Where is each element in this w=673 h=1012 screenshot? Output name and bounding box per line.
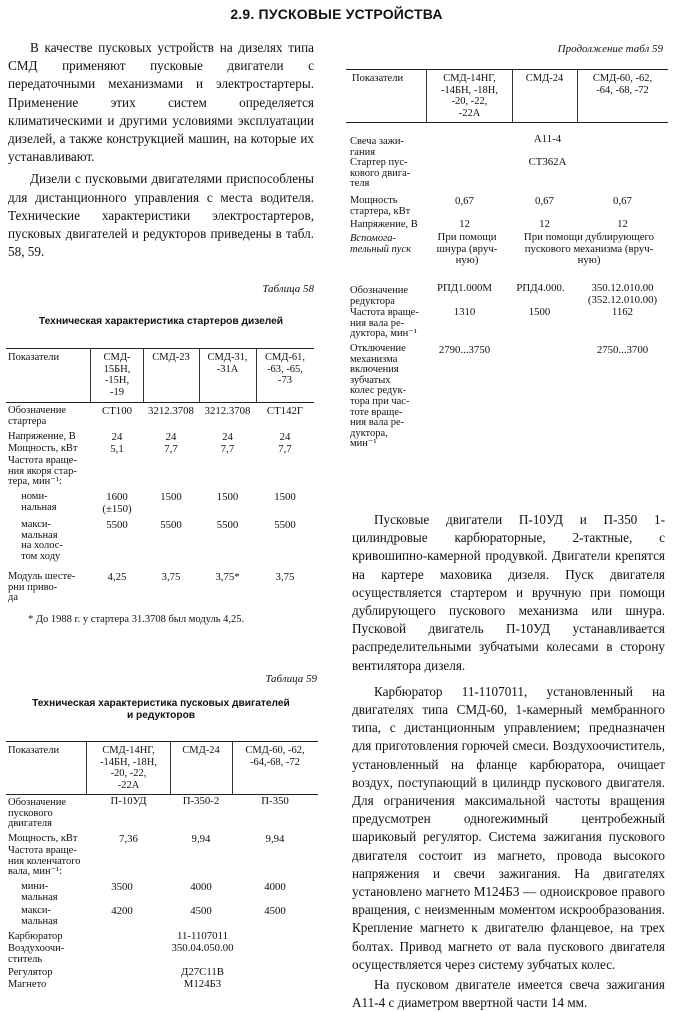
table58-cell: 5,1 xyxy=(110,443,124,455)
table58-cell: 7,7 xyxy=(278,443,292,455)
table59-cont-cell: 0,67 xyxy=(535,195,554,207)
table59-cont-row-label: Стартер пус- кового двига- теля xyxy=(350,157,411,190)
table59-cont-cell: РПД1.000М xyxy=(436,282,493,294)
section-title: 2.9. ПУСКОВЫЕ УСТРОЙСТВА xyxy=(230,6,443,22)
table59-cont-header-col3: СМД-60, -62, -64, -68, -72 xyxy=(592,73,653,96)
table59-header-col3: СМД-60, -62, -64,-68, -72 xyxy=(245,745,305,768)
table58-header-rule xyxy=(6,402,314,403)
table59-cell: 4200 xyxy=(111,905,133,917)
table58-row-label: Мощность, кВт xyxy=(8,443,78,454)
table59-row-label: Частота враще- ния коленчатого вала, мин⁻¹: xyxy=(8,845,81,878)
table59-cont-header-label: Показатели xyxy=(352,73,404,84)
table59-title: Техническая характеристика пусковых двигателей и редукторов xyxy=(32,698,290,721)
table59-cell: П-350 xyxy=(261,795,289,807)
table59-header-col2: СМД-24 xyxy=(182,745,220,756)
table59-cont-cell: 12 xyxy=(459,218,470,230)
table59-row-label: Воздухоочи- ститель xyxy=(8,943,65,965)
table59-cont-header-col2: СМД-24 xyxy=(525,73,564,84)
intro-paragraph-1: В качестве пусковых устройств на дизелях типа СМД применяют пусковые двигатели с передаточными механизмами и электростартеры. Применение этих систем определяется климатическими и другими условиями эксплуатации дизелей, а также конструкцией машин, на которые их устанавливают. xyxy=(8,40,314,165)
table58-cell: СТ100 xyxy=(102,405,132,417)
table58-cell: 24 xyxy=(222,431,233,443)
table58-header-col4: СМД-61, -63, -65, -73 xyxy=(264,352,306,387)
table59-cont-row-label: Свеча зажи- гания xyxy=(350,136,405,158)
table59-cont-cell: 1162 xyxy=(611,306,634,318)
table58-cell: 1500 xyxy=(160,491,182,503)
table58-cell: 7,7 xyxy=(220,443,235,455)
table58-footnote: * До 1988 г. у стартера 31.3708 был модуль 4,25. xyxy=(28,614,245,625)
table59-top-rule xyxy=(6,741,318,742)
table59-cont-cell: 2790...3750 xyxy=(438,344,491,356)
table59-row-label: мини- мальная xyxy=(21,881,58,903)
table59-cell: 3500 xyxy=(111,881,133,893)
table59-cont-cell: 2750...3700 xyxy=(596,344,649,356)
table59-cont-row-label: Отключение механизма включения зубчатых колес редук- тора при час- тоте враще- ния вала ре- дуктора, мин⁻¹ xyxy=(350,343,410,450)
table58-header-col1: СМД- 15БН, -15Н, -19 xyxy=(103,352,131,398)
table59-cont-cell: РПД4.000. xyxy=(516,282,565,294)
table59-cell: П-10УД xyxy=(110,795,147,807)
table59-cont-cell: 12 xyxy=(617,218,628,230)
table59-cell: 9,94 xyxy=(265,833,285,845)
table58-cell: СТ142Г xyxy=(266,405,304,417)
table58-row-label: Обозначение стартера xyxy=(8,405,67,427)
table59-row-label: Магнето xyxy=(8,979,47,990)
table58-cell: 3212.3708 xyxy=(204,405,251,417)
body-text xyxy=(352,511,665,1012)
table59-cont-header-col1: СМД-14НГ, -14БН, -18Н, -20, -22, -22А xyxy=(440,73,499,119)
table59-row-label: Регулятор xyxy=(8,967,53,978)
table59-merged-cell: 350.04.050.00 xyxy=(171,942,234,954)
table58-cell: 5500 xyxy=(106,519,128,531)
table59-cont-cell: При помощи шнура (вруч- ную) xyxy=(436,231,498,267)
table59-header-label: Показатели xyxy=(8,745,60,756)
table58-cell: 1500 xyxy=(216,491,239,503)
table59-cont-row-label: Вспомога- тельный пуск xyxy=(350,233,412,255)
table58-cell: 3212.3708 xyxy=(148,405,194,417)
table59-cont-cell: При помощи дублирующего пускового механизма (вруч- ную) xyxy=(523,231,655,267)
intro-paragraph-2: Дизели с пусковыми двигателями приспособлены для дистанционного управления с места водителя. Технические характеристики электростартеров, пусковых двигателей и редукторов приведены в табл. 58, 59. xyxy=(8,171,314,260)
table59-cell: 4000 xyxy=(264,881,286,893)
table58-header-label: Показатели xyxy=(8,352,60,363)
table58-cell: 3,75 xyxy=(275,571,295,583)
table59-cont-header-rule xyxy=(346,122,668,123)
table58-cell: 5500 xyxy=(274,519,296,531)
body-paragraph-2: Карбюратор 11-1107011, установленный на двигателях типа СМД-60, 1-камерный мембранного типа, с дистанционным управлением; предназначен для приготовления горючей смеси. Воздухоочиститель, установленный на фланце карбюратора, очищает воздух, поступающий в цилиндр пускового двигателя. Для ограничения максимальной частоты вращения предусмотрен одноrежимный центробежный шариковый регулятор. Система зажигания пускового двигателя состоит из магнето, провода высокого напряжения и свечи зажигания. На двигателях установлено магнето М124Б3 — одноискровое правого вращения, с неизменным моментом искрообразования. Крепление магнето к двигателю фланцевое, на трех болтах. Привод магнето от вала пускового двигателя осуществляется через систему зубчатых колес. xyxy=(352,683,665,972)
table59-cell: 9,94 xyxy=(191,833,211,845)
table59-cont-row-label: Частота враще- ния вала ре- дуктора, мин⁻¹ xyxy=(350,307,419,340)
table58-row-label: макси- мальная на холос- том ходу xyxy=(21,519,63,562)
table59-cont-row-label: Мощность стартера, кВт xyxy=(350,195,411,217)
table58-header-col2: СМД-23 xyxy=(152,352,190,363)
body-paragraph-3: На пусковом двигателе имеется свеча зажигания А11-4 с диаметром ввертной части 14 мм. xyxy=(352,977,665,1011)
table59-cell: П-350-2 xyxy=(182,795,220,807)
table59-cont-cell: 1500 xyxy=(528,306,551,318)
table58-cell: 5500 xyxy=(160,519,182,531)
table59-merged-cell: 11-1107011 xyxy=(177,930,228,942)
table59-cont-merged-cell: А11-4 xyxy=(533,133,562,145)
table59-cont-row-label: Обозначение редуктора xyxy=(350,285,409,307)
table58-cell: 24 xyxy=(111,431,123,443)
table58-row-label: Модуль шесте- рни приво- да xyxy=(8,571,76,604)
table59-merged-cell: М124Б3 xyxy=(183,978,222,990)
table59-cont-cell: 12 xyxy=(539,218,550,230)
table59-caption: Таблица 59 xyxy=(265,673,317,685)
table59-cont-row-label: Напряжение, В xyxy=(350,219,418,230)
table59-cont-cell: 0,67 xyxy=(613,195,632,207)
table59-row-label: Мощность, кВт xyxy=(8,833,78,844)
table58-cell: 1500 xyxy=(274,491,296,503)
table59-cont-cell: 350.12.010.00 (352.12.010.00) xyxy=(587,282,658,306)
table58-cell: 3,75 xyxy=(161,571,181,583)
intro-text xyxy=(8,39,314,261)
table58-cell: 7,7 xyxy=(164,443,178,455)
table59-cont-caption: Продолжение табл 59 xyxy=(557,43,663,55)
table59-row-label: Карбюратор xyxy=(8,931,63,942)
table59-row-label: Обозначение пускового двигателя xyxy=(8,797,67,830)
table58-header-col3: СМД-31, -31А xyxy=(207,352,248,375)
table58-cell: 24 xyxy=(279,431,291,443)
table58-caption: Таблица 58 xyxy=(262,283,314,295)
table58-row-label: номи- нальная xyxy=(21,491,57,513)
table59-cont-cell: 1310 xyxy=(453,306,476,318)
table59-cont-merged-cell: СТ362А xyxy=(528,156,567,168)
table59-cell: 4000 xyxy=(190,881,212,893)
table58-title: Техническая характеристика стартеров дизелей xyxy=(38,316,284,327)
table58-row-label: Напряжение, В xyxy=(8,431,76,442)
table59-cell: 4500 xyxy=(264,905,286,917)
table59-row-label: макси- мальная xyxy=(21,905,58,927)
table59-header-col1: СМД-14НГ, -14БН, -18Н, -20, -22, -22А xyxy=(99,745,158,791)
table59-cont-top-rule xyxy=(346,69,668,70)
body-paragraph-1: Пусковые двигатели П-10УД и П-350 1-цилиндровые карбюраторные, 2-тактные, с кривошипно-камерной продувкой. Двигатели крепятся на картере маховика дизеля. Пуск двигателя осуществляется стартером и вручную при помощи дублирующего пускового механизма или шнура. Пусковой двигатель П-10УД устанавливается распределительными зубчатыми колесами в сторону вентилятора дизеля. xyxy=(352,512,665,673)
table58-cell: 3,75* xyxy=(215,571,240,583)
table58-cell: 1600 (±150) xyxy=(102,491,132,515)
table59-merged-cell: Д27С11В xyxy=(181,966,224,978)
table59-cont-cell: 0,67 xyxy=(455,195,474,207)
table59-cell: 4500 xyxy=(190,905,212,917)
table58-top-rule xyxy=(6,348,314,349)
table58-row-label: Частота враще- ния якоря стар- тера, мин⁻¹: xyxy=(8,455,77,488)
table59-cell: 7,36 xyxy=(119,833,138,845)
table58-cell: 4,25 xyxy=(107,571,127,583)
table58-cell: 24 xyxy=(165,431,177,443)
table58-cell: 5500 xyxy=(216,519,239,531)
